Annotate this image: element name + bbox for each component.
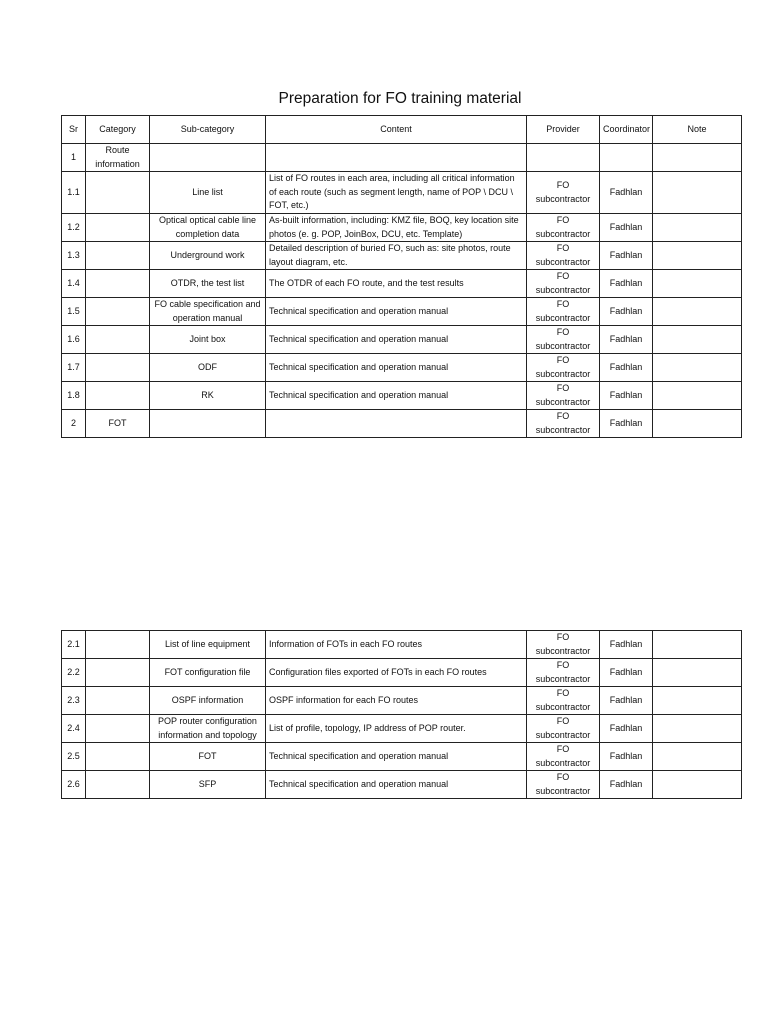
cell-coordinator: Fadhlan — [600, 715, 653, 743]
cell-coordinator: Fadhlan — [600, 743, 653, 771]
cell-coordinator: Fadhlan — [600, 214, 653, 242]
table-row — [62, 270, 742, 298]
column-header-coordinator: Coordinator — [600, 116, 653, 144]
table-row — [62, 172, 742, 214]
cell-note — [653, 354, 742, 382]
cell-category — [86, 771, 150, 799]
cell-sr: 2 — [62, 410, 86, 438]
cell-category — [86, 354, 150, 382]
cell-provider: FO subcontractor — [527, 214, 600, 242]
table-row — [62, 326, 742, 354]
cell-sr: 2.6 — [62, 771, 86, 799]
cell-content: List of FO routes in each area, including all critical information of each route (such as segment length, name of POP \ DCU \ FOT, etc.) — [266, 172, 527, 214]
cell-provider: FO subcontractor — [527, 631, 600, 659]
cell-provider: FO subcontractor — [527, 270, 600, 298]
cell-content: Information of FOTs in each FO routes — [266, 631, 527, 659]
cell-note — [653, 382, 742, 410]
cell-sr: 1.8 — [62, 382, 86, 410]
cell-subcategory — [150, 410, 266, 438]
cell-provider: FO subcontractor — [527, 410, 600, 438]
cell-coordinator: Fadhlan — [600, 172, 653, 214]
cell-note — [653, 214, 742, 242]
table-row — [62, 144, 742, 172]
cell-sr: 2.2 — [62, 659, 86, 687]
cell-note — [653, 715, 742, 743]
table-row — [62, 354, 742, 382]
cell-sr: 1 — [62, 144, 86, 172]
cell-coordinator: Fadhlan — [600, 270, 653, 298]
table-row — [62, 242, 742, 270]
cell-content: OSPF information for each FO routes — [266, 687, 527, 715]
cell-note — [653, 410, 742, 438]
cell-coordinator: Fadhlan — [600, 771, 653, 799]
cell-coordinator: Fadhlan — [600, 354, 653, 382]
cell-coordinator: Fadhlan — [600, 298, 653, 326]
table-row — [62, 631, 742, 659]
cell-subcategory: POP router configuration information and topology — [150, 715, 266, 743]
cell-content: Detailed description of buried FO, such as: site photos, route layout diagram, etc. — [266, 242, 527, 270]
cell-sr: 1.7 — [62, 354, 86, 382]
cell-category — [86, 715, 150, 743]
cell-subcategory: OSPF information — [150, 687, 266, 715]
cell-content — [266, 144, 527, 172]
table-row — [62, 771, 742, 799]
column-header-category: Category — [86, 116, 150, 144]
cell-sr: 1.4 — [62, 270, 86, 298]
cell-sr: 1.2 — [62, 214, 86, 242]
cell-provider: FO subcontractor — [527, 715, 600, 743]
cell-content: List of profile, topology, IP address of POP router. — [266, 715, 527, 743]
column-header-content: Content — [266, 116, 527, 144]
cell-note — [653, 172, 742, 214]
table-row — [62, 659, 742, 687]
cell-subcategory: Line list — [150, 172, 266, 214]
cell-subcategory: ODF — [150, 354, 266, 382]
table-body — [62, 631, 742, 799]
cell-coordinator: Fadhlan — [600, 382, 653, 410]
cell-coordinator: Fadhlan — [600, 687, 653, 715]
cell-category — [86, 270, 150, 298]
cell-subcategory: FO cable specification and operation manual — [150, 298, 266, 326]
cell-category — [86, 659, 150, 687]
cell-sr: 2.4 — [62, 715, 86, 743]
table-row — [62, 214, 742, 242]
cell-content: Technical specification and operation manual — [266, 382, 527, 410]
cell-content: Technical specification and operation manual — [266, 354, 527, 382]
cell-provider: FO subcontractor — [527, 771, 600, 799]
cell-content: Technical specification and operation manual — [266, 298, 527, 326]
table-body — [62, 144, 742, 438]
cell-subcategory: Underground work — [150, 242, 266, 270]
cell-content: Technical specification and operation manual — [266, 771, 527, 799]
cell-subcategory: SFP — [150, 771, 266, 799]
page-title: Preparation for FO training material — [278, 90, 522, 107]
cell-provider: FO subcontractor — [527, 298, 600, 326]
cell-subcategory: FOT — [150, 743, 266, 771]
training-material-table — [61, 115, 742, 438]
table-header-row — [62, 116, 742, 144]
table-row — [62, 298, 742, 326]
table-row — [62, 410, 742, 438]
cell-content: Technical specification and operation manual — [266, 326, 527, 354]
cell-content: Technical specification and operation manual — [266, 743, 527, 771]
cell-coordinator: Fadhlan — [600, 631, 653, 659]
cell-content: Configuration files exported of FOTs in each FO routes — [266, 659, 527, 687]
cell-provider — [527, 144, 600, 172]
cell-note — [653, 659, 742, 687]
cell-sr: 1.6 — [62, 326, 86, 354]
cell-category — [86, 743, 150, 771]
table-row — [62, 687, 742, 715]
cell-content: As-built information, including: KMZ file, BOQ, key location site photos (e. g. POP, JoinBox, DCU, etc. Template) — [266, 214, 527, 242]
cell-note — [653, 298, 742, 326]
column-header-provider: Provider — [527, 116, 600, 144]
cell-category — [86, 214, 150, 242]
cell-category — [86, 298, 150, 326]
cell-category — [86, 242, 150, 270]
cell-subcategory: OTDR, the test list — [150, 270, 266, 298]
cell-note — [653, 631, 742, 659]
cell-subcategory: FOT configuration file — [150, 659, 266, 687]
column-header-note: Note — [653, 116, 742, 144]
column-header-sr: Sr — [62, 116, 86, 144]
cell-sr: 2.5 — [62, 743, 86, 771]
cell-sr: 2.3 — [62, 687, 86, 715]
cell-sr: 1.5 — [62, 298, 86, 326]
cell-subcategory: List of line equipment — [150, 631, 266, 659]
training-material-table-continued — [61, 630, 742, 799]
cell-provider: FO subcontractor — [527, 326, 600, 354]
cell-note — [653, 144, 742, 172]
cell-content — [266, 410, 527, 438]
cell-note — [653, 326, 742, 354]
cell-coordinator: Fadhlan — [600, 410, 653, 438]
column-header-subcategory: Sub-category — [150, 116, 266, 144]
cell-provider: FO subcontractor — [527, 354, 600, 382]
cell-note — [653, 771, 742, 799]
cell-coordinator: Fadhlan — [600, 326, 653, 354]
cell-subcategory: Optical optical cable line completion data — [150, 214, 266, 242]
cell-coordinator: Fadhlan — [600, 659, 653, 687]
cell-provider: FO subcontractor — [527, 382, 600, 410]
cell-note — [653, 743, 742, 771]
cell-subcategory: RK — [150, 382, 266, 410]
table-row — [62, 715, 742, 743]
cell-note — [653, 242, 742, 270]
cell-sr: 1.3 — [62, 242, 86, 270]
cell-provider: FO subcontractor — [527, 659, 600, 687]
cell-provider: FO subcontractor — [527, 687, 600, 715]
cell-category — [86, 172, 150, 214]
cell-category: Route information — [86, 144, 150, 172]
cell-category: FOT — [86, 410, 150, 438]
cell-category — [86, 631, 150, 659]
cell-category — [86, 687, 150, 715]
cell-coordinator — [600, 144, 653, 172]
cell-note — [653, 270, 742, 298]
cell-provider: FO subcontractor — [527, 242, 600, 270]
table-row — [62, 382, 742, 410]
cell-subcategory — [150, 144, 266, 172]
cell-provider: FO subcontractor — [527, 743, 600, 771]
cell-sr: 2.1 — [62, 631, 86, 659]
table-row — [62, 743, 742, 771]
cell-sr: 1.1 — [62, 172, 86, 214]
cell-content: The OTDR of each FO route, and the test results — [266, 270, 527, 298]
cell-note — [653, 687, 742, 715]
cell-coordinator: Fadhlan — [600, 242, 653, 270]
cell-provider: FO subcontractor — [527, 172, 600, 214]
cell-category — [86, 382, 150, 410]
cell-subcategory: Joint box — [150, 326, 266, 354]
cell-category — [86, 326, 150, 354]
